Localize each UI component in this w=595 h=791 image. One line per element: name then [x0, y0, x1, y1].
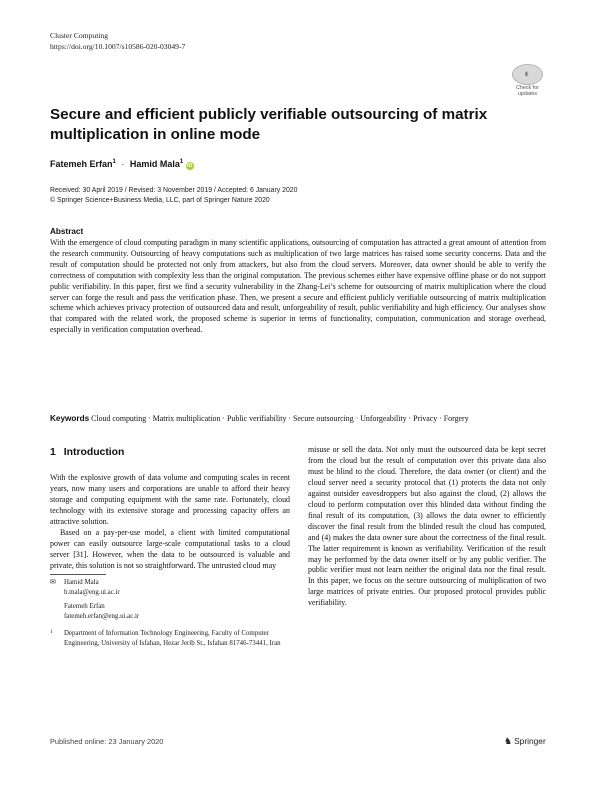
right-column: [308, 445, 546, 609]
doi-link[interactable]: https://doi.org/10.1007/s10586-020-03049-7: [50, 42, 186, 51]
publisher-name: Springer: [514, 736, 546, 746]
affiliation-marker-1: 1: [112, 159, 116, 165]
author-name-2[interactable]: Hamid Mala: [129, 159, 180, 169]
published-online-date: Published online: 23 January 2020: [50, 737, 164, 746]
crossmark-icon: ◐: [512, 64, 543, 85]
footnote-divider: [50, 574, 106, 575]
running-header: [50, 30, 185, 52]
corresponding-author-name: Hamid Mala: [64, 579, 99, 586]
history-dates: Received: 30 April 2019 / Revised: 3 November 2019 / Accepted: 6 January 2020: [50, 187, 298, 194]
paper-title: Secure and efficient publicly verifiable outsourcing of matrix multiplication in online mode: [50, 106, 488, 143]
author-name-1[interactable]: Fatemeh Erfan: [50, 159, 113, 169]
envelope-icon: ✉: [50, 579, 56, 586]
publication-dates: [50, 186, 297, 206]
coauthor-email[interactable]: fatemeh.erfan@eng.ui.ac.ir: [64, 612, 140, 620]
keywords-heading: Keywords: [50, 414, 90, 423]
author-separator: ·: [121, 159, 125, 169]
abstract-heading: Abstract: [50, 227, 84, 236]
copyright-line: © Springer Science+Business Media, LLC, part of Springer Nature 2020: [50, 197, 270, 204]
publisher-logo: [504, 735, 546, 747]
section-number: 1: [50, 447, 56, 458]
affiliation-text: Department of Information Technology Engineering, Faculty of Computer Engineering, University of Isfahan, Hezar Jerib St., Isfahan 81746-73441, Iran: [64, 630, 281, 647]
badge-line-1: Check for: [515, 85, 540, 91]
corresponding-author-email[interactable]: h.mala@eng.ui.ac.ir: [64, 588, 120, 596]
abstract-text: With the emergence of cloud computing paradigm in many scientific applications, outsourcing of computation has attracted a great amount of attention from the research community. Outsourcing of heavy computations such as multiplication of two large matrices has raised some security concerns. Data and the result of computation should be protected not only from attackers, but also from the cloud servers. Moreover, data owner should be able to verify the correctness of computation with complexity less than the original computation. The previous schemes either have expensive offline phase or do not support public verifiability. In this paper, first we find a security vulnerability in the Zhang-Lei’s scheme for outsourcing of matrix multiplication where the cloud server can forge the result and pass the verification phase. Then, we present a secure and efficient publicly verifiable outsourcing of matrix multiplication scheme which achieves privacy protection of outsourced data and result, unforgeability of result, public verifiability and high efficiency. Our analyses show that compared with the related work, the proposed scheme is superior in terms of functionality, computation, communication and storage overhead, especially in verification computation overhead.: [50, 238, 546, 335]
section-title: Introduction: [63, 447, 125, 458]
badge-line-2: updates: [517, 91, 538, 97]
keywords-text: Cloud computing · Matrix multiplication · Public verifiability · Secure outsourcing · Unforgeability · Privacy · Forgery: [91, 414, 469, 423]
affiliation-number: 1: [50, 629, 53, 636]
intro-paragraph-3: misuse or sell the data. Not only must the outsourced data be kept secret from the cloud but the result of computation over this private data also must be blind to the cloud. Therefore, the data owner (or client) and the cloud server need a security protocol that (1) protects the data not only against outsider eavesdroppers but also against the cloud, (2) allows the cloud to perform computation over this blinded data without finding the final result of its computation, (3) allows the data owner to efficiently discover the final result from the blinded result the cloud has computed, and (4) makes the data owner sure about the correctness of the final result. The latter requirement is known as verifiability. Verification of the result may be performed by the data owner itself or by any public verifier. The public verifier must not learn neither the original data nor the final result. In this paper, we focus on the secure outsourcing of multiplication of two large matrices of private entries. Our proposed protocol provides public verifiability.: [308, 445, 546, 608]
check-for-updates-badge[interactable]: [512, 64, 543, 98]
journal-name: Cluster Computing: [50, 31, 109, 40]
coauthor-name: Fatemeh Erfan: [64, 603, 105, 611]
orcid-icon[interactable]: iD: [187, 163, 193, 169]
section-heading-introduction: [50, 446, 124, 459]
intro-paragraph-1: With the explosive growth of data volume and computing scales in recent years, now many users and corporations are unable to afford their heavy storage and computing equipment with the same rate. Fortunately, cloud technology with its extensive storage and processing capacity offers an attractive solution.: [50, 473, 290, 526]
abstract-section: [50, 227, 546, 336]
intro-paragraph-2: Based on a pay-per-use model, a client with limited computational power can easily outsource large-scale computational tasks to a cloud server [31]. However, when the data to be outsourced is valuable and private, this solution is not so straightforward. The untrusted cloud may: [50, 527, 290, 570]
springer-horse-icon: ♞: [504, 736, 513, 746]
keywords-section: [50, 414, 546, 425]
author-footnote: [50, 578, 290, 649]
affiliation-marker-2: 1: [179, 159, 184, 165]
left-column: [50, 473, 290, 572]
author-list: [50, 156, 194, 170]
